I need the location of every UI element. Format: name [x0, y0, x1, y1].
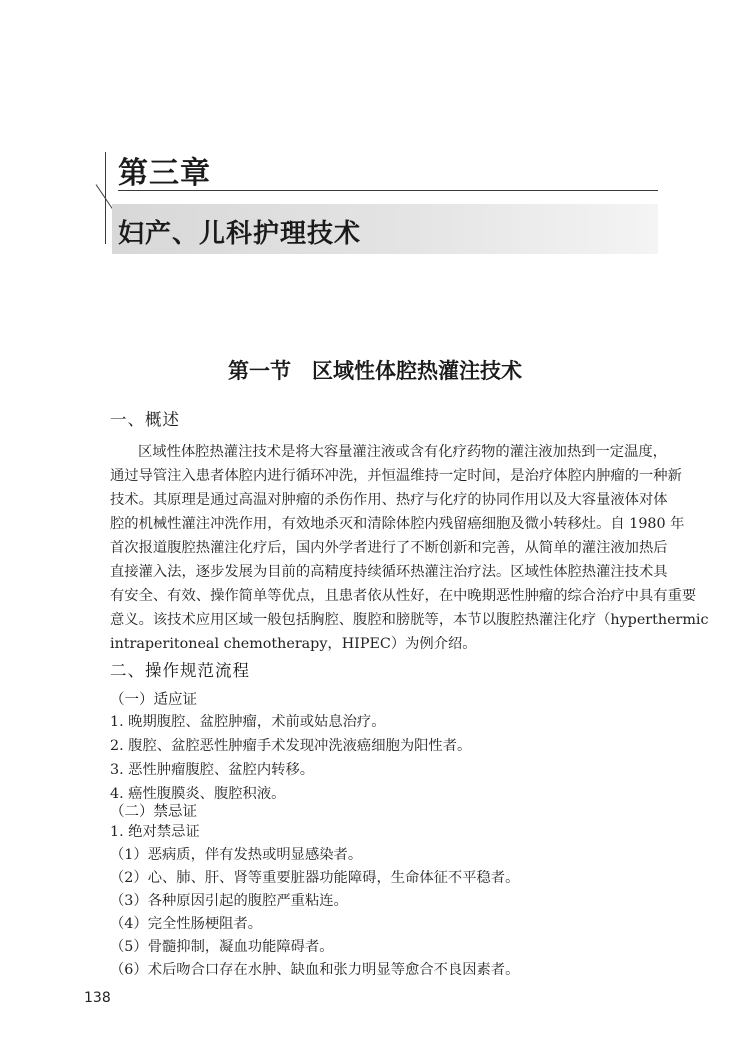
indication-item: 1. 晚期腹腔、盆腔肿瘤，术前或姑息治疗。: [110, 714, 386, 730]
section-title: 第一节 区域性体腔热灌注技术: [228, 359, 522, 383]
paragraph-line: 腔的机械性灌注冲洗作用，有效地杀灭和清除体腔内残留癌细胞及微小转移灶。自 1980 年: [110, 516, 685, 532]
paragraph-line: 技术。其原理是通过高温对肿瘤的杀伤作用、热疗与化疗的协同作用以及大容量液体对体: [110, 492, 668, 508]
paragraph-line: 通过导管注入患者体腔内进行循环冲洗，并恒温维持一定时间，是治疗体腔内肿瘤的一种新: [110, 468, 682, 484]
contraindication-item: （5）骨髓抑制，凝血功能障碍者。: [110, 939, 334, 955]
contraindication-item: （1）恶病质，伴有发热或明显感染者。: [110, 847, 363, 863]
paragraph-line: 有安全、有效、操作简单等优点，且患者依从性好，在中晚期恶性肿瘤的综合治疗中具有重要: [110, 588, 697, 604]
contraindications-heading: （二）禁忌证: [110, 804, 197, 820]
paragraph-line: 直接灌入法，逐步发展为目前的高精度持续循环热灌注治疗法。区域性体腔热灌注技术具: [110, 564, 668, 580]
contraindication-item: （6）术后吻合口存在水肿、缺血和张力明显等愈合不良因素者。: [110, 962, 520, 978]
paragraph-line: intraperitoneal chemotherapy，HIPEC）为例介绍。: [110, 636, 477, 652]
contraindication-item: （4）完全性肠梗阻者。: [110, 916, 263, 932]
contraindication-item: （3）各种原因引起的腹腔严重粘连。: [110, 893, 348, 909]
paragraph-line: 区域性体腔热灌注技术是将大容量灌注液或含有化疗药物的灌注液加热到一定温度，: [138, 444, 667, 460]
indication-item: 2. 腹腔、盆腔恶性肿瘤手术发现冲洗液癌细胞为阳性者。: [110, 738, 472, 754]
procedure-heading: 二、操作规范流程: [110, 661, 250, 680]
indications-heading: （一）适应证: [110, 692, 197, 708]
indication-item: 4. 癌性腹膜炎、腹腔积液。: [110, 786, 286, 802]
indication-item: 3. 恶性肿瘤腹腔、盆腔内转移。: [110, 762, 315, 778]
paragraph-line: 意义。该技术应用区域一般包括胸腔、腹腔和膀胱等，本节以腹腔热灌注化疗（hyperthermic: [110, 612, 709, 628]
contraindication-item: （2）心、肺、肝、肾等重要脏器功能障碍，生命体征不平稳者。: [110, 870, 520, 886]
page-number: 138: [84, 990, 111, 1006]
overview-heading: 一、概述: [110, 410, 180, 429]
paragraph-line: 首次报道腹腔热灌注化疗后，国内外学者进行了不断创新和完善，从简单的灌注液加热后: [110, 540, 668, 556]
chapter-title: 妇产、儿科护理技术: [118, 219, 362, 249]
chapter-number: 第三章: [118, 156, 211, 191]
contraindications-subheading: 1. 绝对禁忌证: [110, 824, 200, 840]
